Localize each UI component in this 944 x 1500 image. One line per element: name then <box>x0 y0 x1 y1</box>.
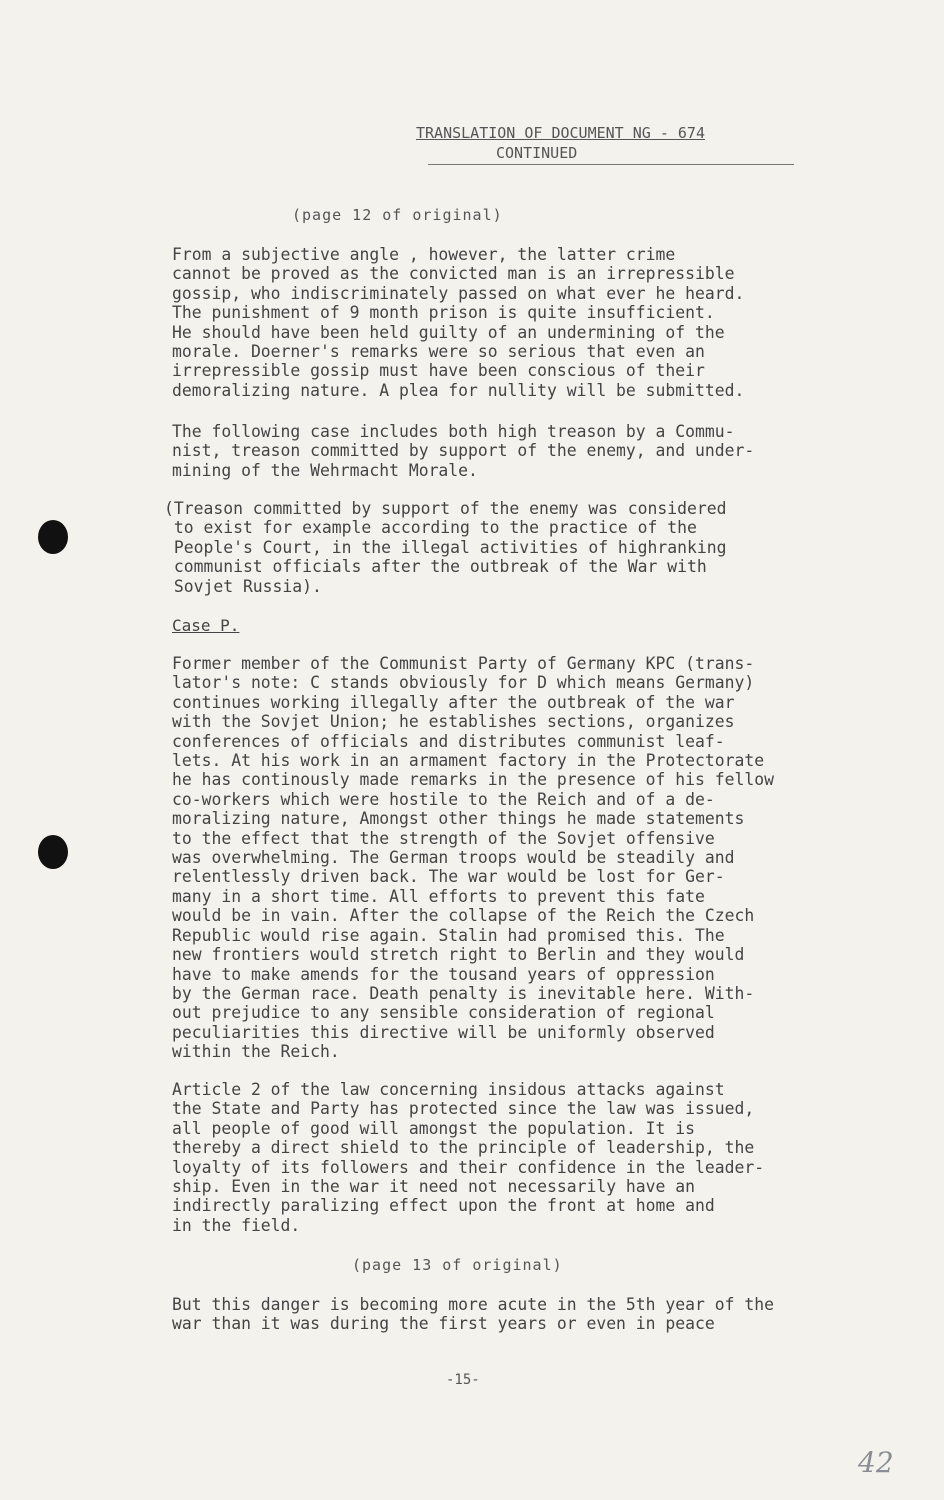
original-page-ref-2: (page 13 of original) <box>352 1256 563 1274</box>
punch-hole-top <box>38 520 68 554</box>
header-rule <box>428 164 794 165</box>
header-subtitle: CONTINUED <box>496 144 578 162</box>
paragraph-3: (Treason committed by support of the enemy was considered to exist for example according to the practice of the People's Court, in the illegal activities of highranking communist officials after the outbreak of the War with Sovjet Russia). <box>164 499 727 596</box>
page-number: -15- <box>446 1372 480 1388</box>
paragraph-6: But this danger is becoming more acute in the 5th year of the war than it was during the first years or even in peace <box>172 1295 774 1334</box>
paragraph-1: From a subjective angle , however, the latter crime cannot be proved as the convicted man is an irrepressible gossip, who indiscriminately passed on what ever he heard. The punishment of 9 month prison is quite insufficient. He should have been held guilty of an undermining of the morale. Doerner's remarks were so serious that even an irrepressible gossip must have been conscious of their demoralizing nature. A plea for nullity will be submitted. <box>172 245 745 400</box>
paragraph-4: Former member of the Communist Party of Germany KPC (trans- lator's note: C stands obviously for D which means Germany) continues working illegally after the outbreak of the war with the Sovjet Union; he establishes sections, organizes conferences of officials and distributes communist leaf- lets. At his work in an armament factory in the Protectorate he has continously made remarks in the presence of his fellow co-workers which were hostile to the Reich and of a de- moralizing nature, Amongst other things he made statements to the effect that the strength of the Sovjet offensive was overwhelming. The German troops would be steadily and relentlessly driven back. The war would be lost for Ger- many in a short time. All efforts to prevent this fate would be in vain. After the collapse of the Reich the Czech Republic would rise again. Stalin had promised this. The new frontiers would stretch right to Berlin and they would have to make amends for the tousand years of oppression by the German race. Death penalty is inevitable here. With- out prejudice to any sensible consideration of regional peculiarities this directive will be uniformly observed within the Reich. <box>172 654 774 1062</box>
original-page-ref-1: (page 12 of original) <box>292 206 503 224</box>
paragraph-5: Article 2 of the law concerning insidous attacks against the State and Party has protected since the law was issued, all people of good will amongst the population. It is thereby a direct shield to the principle of leadership, the loyalty of its followers and their confidence in the leader- ship. Even in the war it need not necessarily have an indirectly paralizing effect upon the front at home and in the field. <box>172 1080 765 1235</box>
case-label: Case P. <box>172 616 240 635</box>
paragraph-2: The following case includes both high treason by a Commu- nist, treason committed by support of the enemy, and under- mining of the Wehrmacht Morale. <box>172 422 755 480</box>
punch-hole-bottom <box>38 835 68 869</box>
handwritten-page-number: 42 <box>858 1446 894 1479</box>
document-header <box>398 124 798 162</box>
header-title: TRANSLATION OF DOCUMENT NG - 674 <box>416 124 705 142</box>
